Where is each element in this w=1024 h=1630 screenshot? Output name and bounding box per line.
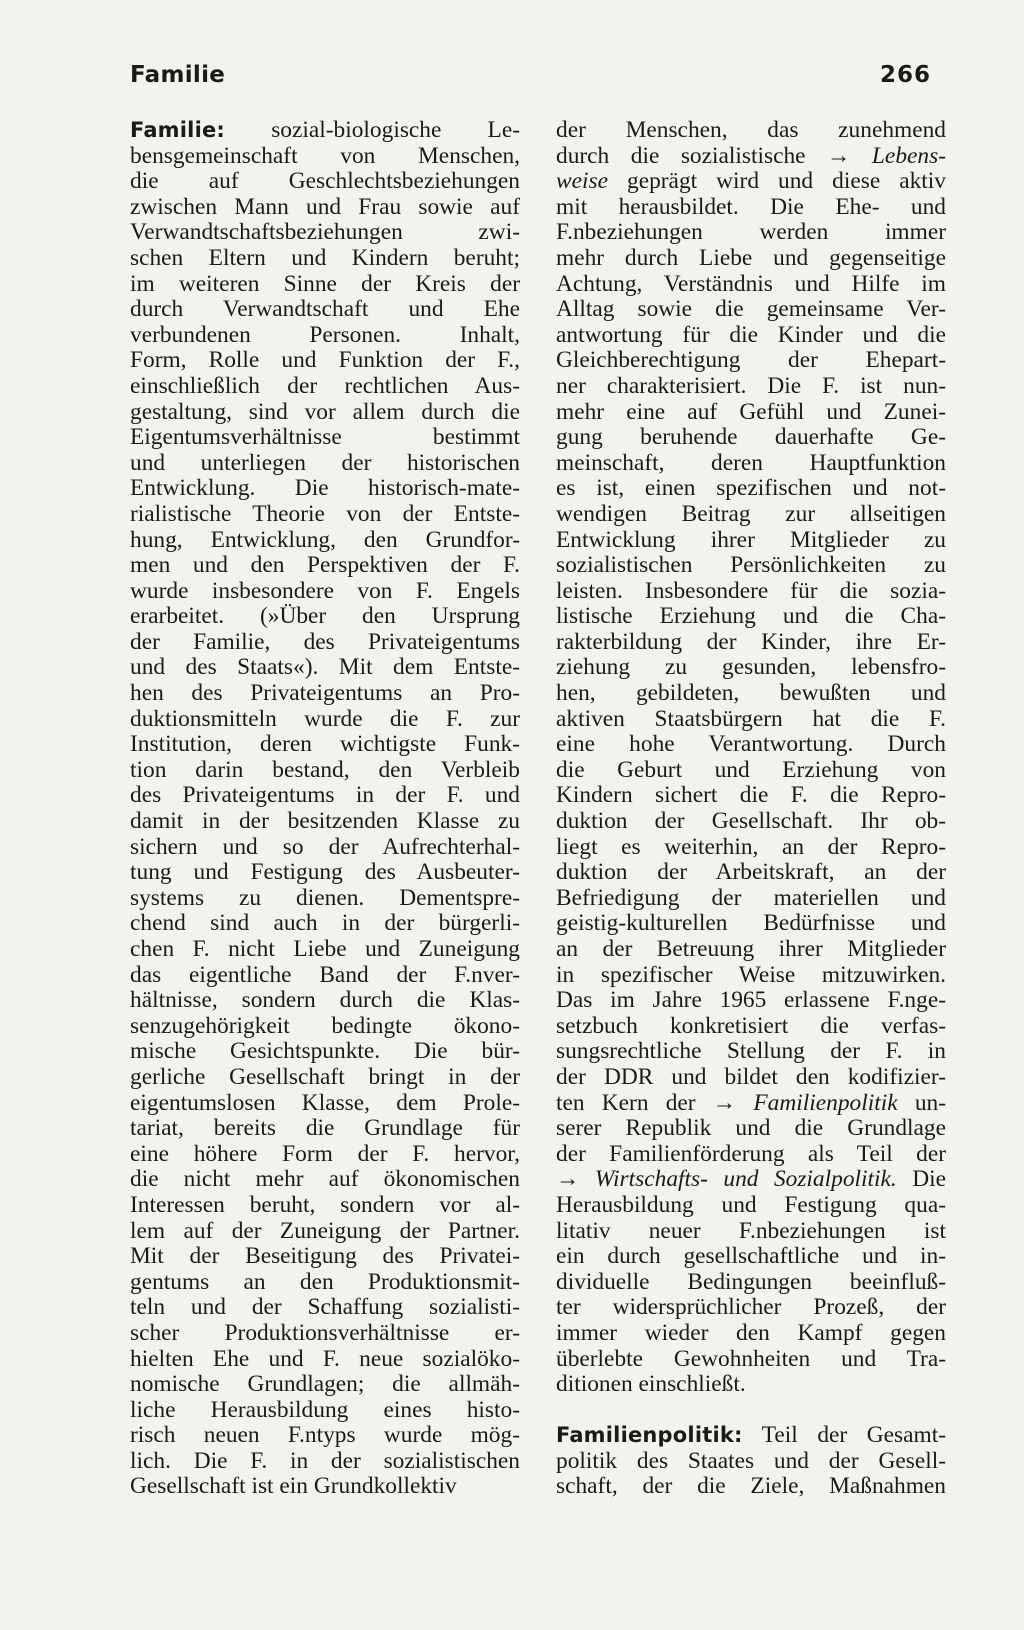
text-line: serer Republik und die Grundlage [556, 1115, 946, 1142]
text-line: eine hohe Verantwortung. Durch [556, 731, 946, 758]
right-column-lines-4 [556, 1193, 946, 1398]
text-line: → Wirtschafts- und Sozialpolitik. Die [556, 1166, 946, 1193]
text-line: der Familie, des Privateigentums [130, 628, 520, 655]
text-line: senzugehörigkeit bedingte ökono- [130, 1012, 520, 1039]
text-line: der Menschen, das zunehmend [556, 117, 946, 143]
right-column [556, 118, 946, 1500]
text-line: Form, Rolle und Funktion der F., [130, 347, 520, 374]
text-line: systems zu dienen. Dementspre- [130, 884, 520, 911]
text-line: dividuelle Bedingungen beeinfluß- [556, 1268, 946, 1295]
text-line: Gleichberechtigung der Ehepart- [556, 347, 946, 374]
text-line: schaft, der die Ziele, Maßnahmen [556, 1473, 946, 1500]
text-line: wendigen Beitrag zur allseitigen [556, 500, 946, 527]
entry-gap [556, 1398, 946, 1424]
text-line: duktion der Arbeitskraft, an der [556, 859, 946, 886]
text-line: men und den Perspektiven der F. [130, 552, 520, 579]
text-line: bensgemeinschaft von Menschen, [130, 142, 520, 169]
text-line: ein durch gesellschaftliche und in- [556, 1243, 946, 1270]
text-line: gestaltung, sind vor allem durch die [130, 398, 520, 425]
text-line: überlebte Gewohnheiten und Tra- [556, 1345, 946, 1372]
text-line: erarbeitet. (»Über den Ursprung [130, 603, 520, 630]
text-line: Kindern sichert die F. die Repro- [556, 782, 946, 809]
text-line: die Geburt und Erziehung von [556, 756, 946, 783]
text-line: mehr eine auf Gefühl und Zunei- [556, 398, 946, 425]
text-line: geistig-kulturellen Bedürfnisse und [556, 910, 946, 937]
text-line: gung beruhende dauerhafte Ge- [556, 424, 946, 451]
text-line: einschließlich der rechtlichen Aus- [130, 372, 520, 399]
text-line: ziehung zu gesunden, lebensfro- [556, 654, 946, 681]
text-line: Institution, deren wichtigste Funk- [130, 731, 520, 758]
entry-first-line: Familie: sozial-biologische Le- [130, 117, 520, 143]
left-column [130, 118, 520, 1500]
text-line: chen F. nicht Liebe und Zuneigung [130, 936, 520, 962]
text-line: risch neuen F.ntyps wurde mög- [130, 1422, 520, 1449]
text-line: tion darin bestand, den Verbleib [130, 756, 520, 783]
text-line: mit herausbildet. Die Ehe- und [556, 193, 946, 220]
text-line: rialistische Theorie von der Entste- [130, 500, 520, 527]
text-line: hen, gebildeten, bewußten und [556, 680, 946, 707]
page-number: 266 [880, 62, 932, 88]
text-line: es ist, einen spezifischen und not- [556, 475, 946, 502]
text-line: lem auf der Zuneigung der Partner. [130, 1217, 520, 1244]
text-line: an der Betreuung ihrer Mitglieder [556, 936, 946, 962]
text-line: sozialistischen Persönlichkeiten zu [556, 552, 946, 579]
text-line: gerliche Gesellschaft bringt in der [130, 1063, 520, 1090]
text-line: wurde insbesondere von F. Engels [130, 577, 520, 604]
text-line: eigentumslosen Klasse, dem Prole- [130, 1089, 520, 1116]
link-lebensweise-continued[interactable]: weise [556, 168, 608, 195]
text-line: listische Erziehung und die Cha- [556, 603, 946, 630]
text-line: verbundenen Personen. Inhalt, [130, 321, 520, 348]
text-line: der Familienförderung als Teil der [556, 1140, 946, 1167]
text-line: zwischen Mann und Frau sowie auf [130, 193, 520, 220]
text-line: leisten. Insbesondere für die sozia- [556, 577, 946, 604]
text-line: die auf Geschlechtsbeziehungen [130, 168, 520, 195]
text-line: eine höhere Form der F. hervor, [130, 1140, 520, 1167]
text-line: Eigentumsverhältnisse bestimmt [130, 424, 520, 451]
text-line: hältnisse, sondern durch die Klas- [130, 987, 520, 1014]
text-line: und unterliegen der historischen [130, 449, 520, 476]
link-familienpolitik[interactable]: Familienpolitik [753, 1089, 898, 1116]
text-line: damit in der besitzenden Klasse zu [130, 808, 520, 835]
text-line: Herausbildung und Festigung qua- [556, 1191, 946, 1218]
text-line: antwortung für die Kinder und die [556, 321, 946, 348]
text-line: Das im Jahre 1965 erlassene F.nge- [556, 987, 946, 1014]
familienpolitik-lines [556, 1449, 946, 1500]
text-line: setzbuch konkretisiert die verfas- [556, 1012, 946, 1039]
text-line: Entwicklung ihrer Mitglieder zu [556, 526, 946, 553]
text-line: litativ neuer F.nbeziehungen ist [556, 1217, 946, 1244]
text-line: im weiteren Sinne der Kreis der [130, 270, 520, 297]
text-line: liegt es weiterhin, an der Repro- [556, 833, 946, 860]
text-line: lich. Die F. in der sozialistischen [130, 1447, 520, 1474]
text-line: weise geprägt wird und diese aktiv [556, 168, 946, 195]
text-line: immer wieder den Kampf gegen [556, 1319, 946, 1346]
text-line: liche Herausbildung eines histo- [130, 1396, 520, 1423]
running-head-title: Familie [130, 62, 226, 88]
text-line: durch die sozialistische → Lebens- [556, 142, 946, 169]
text-line: mische Gesichtspunkte. Die bür- [130, 1038, 520, 1065]
entry-term-familie: Familie: [130, 118, 226, 142]
entry-term-familienpolitik: Familienpolitik: [556, 1423, 743, 1448]
text-line: Entwicklung. Die historisch-mate- [130, 475, 520, 502]
text-line: Gesellschaft ist ein Grundkollektiv [130, 1473, 457, 1500]
text-line: hen des Privateigentums an Pro- [130, 680, 520, 707]
right-column-lines-2 [556, 195, 946, 1091]
text-line: meinschaft, deren Hauptfunktion [556, 449, 946, 476]
text-line: Befriedigung der materiellen und [556, 884, 946, 911]
text-line: teln und der Schaffung sozialisti- [130, 1294, 520, 1321]
text-line: die nicht mehr auf ökonomischen [130, 1166, 520, 1193]
text-line: hung, Entwicklung, den Grundfor- [130, 526, 520, 553]
text-line: nomische Grundlagen; die allmäh- [130, 1371, 520, 1398]
text-line: Verwandtschaftsbeziehungen zwi- [130, 219, 520, 246]
text-line: Mit der Beseitigung des Privatei- [130, 1243, 520, 1270]
text-line: sichern und so der Aufrechterhal- [130, 833, 520, 860]
text-line: Interessen beruht, sondern vor al- [130, 1191, 520, 1218]
text-line: tariat, bereits die Grundlage für [130, 1115, 520, 1142]
text-line: duktionsmitteln wurde die F. zur [130, 705, 520, 732]
text-line: mehr durch Liebe und gegenseitige [556, 244, 946, 271]
text-line: hielten Ehe und F. neue sozialöko- [130, 1345, 520, 1372]
text-line: duktion der Gesellschaft. Ihr ob- [556, 808, 946, 835]
text-line: ner charakterisiert. Die F. ist nun- [556, 372, 946, 399]
entry-first-line: Familienpolitik: Teil der Gesamt- [556, 1422, 946, 1449]
left-column-lines [130, 144, 520, 1500]
text-line: durch Verwandtschaft und Ehe [130, 296, 520, 323]
text-line: des Privateigentums in der F. und [130, 782, 520, 809]
text-line: das eigentliche Band der F.nver- [130, 961, 520, 988]
text-line: politik des Staates und der Gesell- [556, 1447, 946, 1474]
text-line: ter widersprüchlicher Prozeß, der [556, 1294, 946, 1321]
text-line: F.nbeziehungen werden immer [556, 219, 946, 246]
text-line: tung und Festigung des Ausbeuter- [130, 859, 520, 886]
text-line: aktiven Staatsbürgern hat die F. [556, 705, 946, 732]
text-line: scher Produktionsverhältnisse er- [130, 1319, 520, 1346]
text-line: Alltag sowie die gemeinsame Ver- [556, 296, 946, 323]
link-lebensweise[interactable]: Lebens- [871, 142, 946, 169]
text-line: ditionen einschließt. [556, 1371, 746, 1398]
right-column-lines-1 [556, 118, 946, 169]
text-line: schen Eltern und Kindern beruht; [130, 244, 520, 271]
text-line: Achtung, Verständnis und Hilfe im [556, 270, 946, 297]
text-line: und des Staats«). Mit dem Entste- [130, 654, 520, 681]
text-line: der DDR und bildet den kodifizier- [556, 1063, 946, 1090]
right-column-lines-3 [556, 1116, 946, 1167]
text-line: ten Kern der → Familienpolitik un- [556, 1089, 946, 1116]
text-line: rakterbildung der Kinder, ihre Er- [556, 628, 946, 655]
text-line: in spezifischer Weise mitzuwirken. [556, 961, 946, 988]
text-line: chend sind auch in der bürgerli- [130, 910, 520, 937]
text-line: sungsrechtliche Stellung der F. in [556, 1038, 946, 1065]
link-wirtschafts-sozialpolitik[interactable]: Wirtschafts- und Sozialpolitik. [594, 1166, 897, 1193]
text-line: gentums an den Produktionsmit- [130, 1268, 520, 1295]
